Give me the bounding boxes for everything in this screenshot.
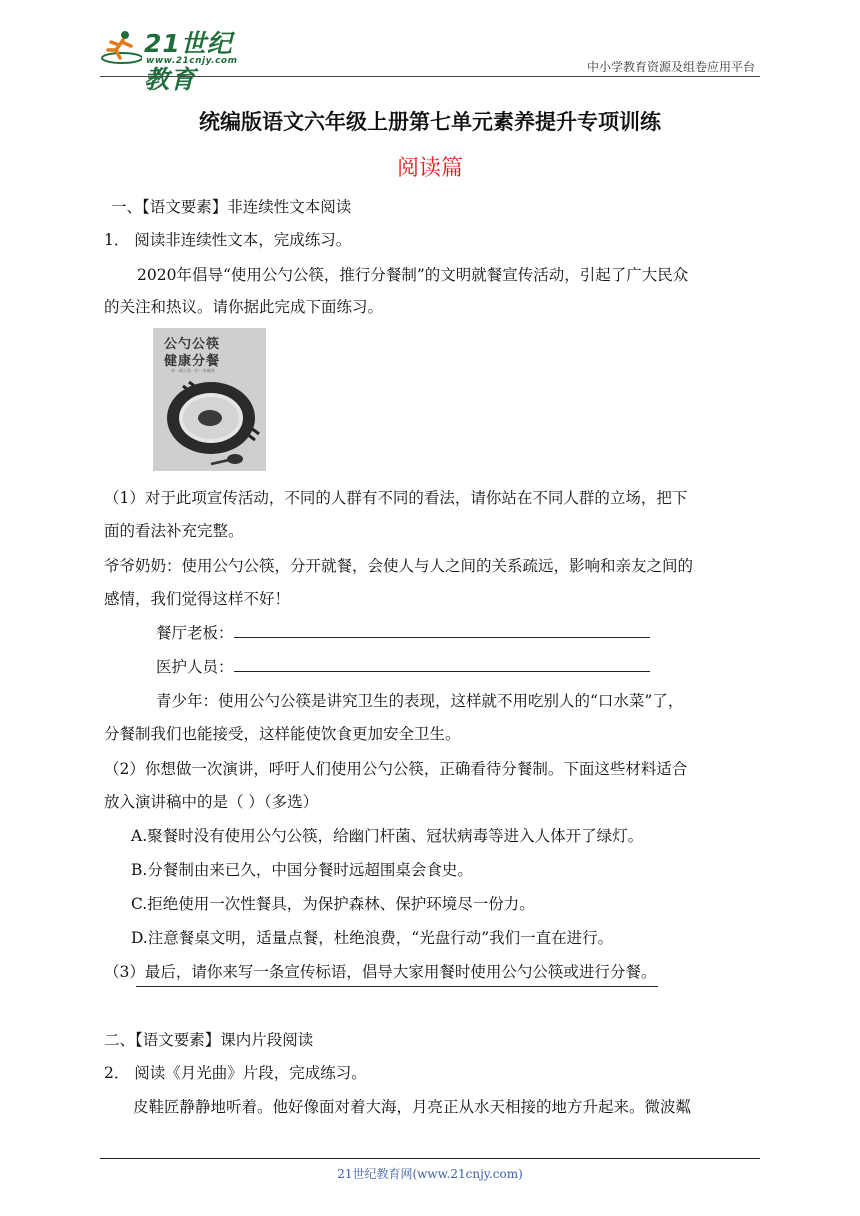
poster-image xyxy=(153,328,266,471)
passage-line-1: 皮鞋匠静静地听着。他好像面对着大海，月亮正从水天相接的地方升起来。微波粼 xyxy=(133,1098,692,1116)
footer-text: 21世纪教育网(www.21cnjy.com) xyxy=(337,1167,523,1181)
plate-chopsticks-icon xyxy=(153,328,266,471)
section1-heading: 一、【语文要素】非连续性文本阅读 xyxy=(111,198,352,216)
option-b: B.分餐制由来已久，中国分餐时远超围桌会食史。 xyxy=(131,861,473,879)
question-2: 2． 阅读《月光曲》片段，完成练习。 xyxy=(104,1064,367,1082)
restaurant-answer-blank[interactable] xyxy=(234,623,650,638)
restaurant-label: 餐厅老板： xyxy=(156,624,234,642)
logo xyxy=(98,22,258,94)
header-divider xyxy=(100,76,760,77)
option-a: A.聚餐时没有使用公勺公筷，给幽门杆菌、冠状病毒等进入人体开了绿灯。 xyxy=(131,827,644,845)
footer-divider xyxy=(100,1158,760,1159)
runner-logo-icon xyxy=(98,28,142,68)
logo-url: www.21cnjy.com xyxy=(146,56,238,66)
medical-label: 医护人员： xyxy=(156,658,234,676)
option-d: D.注意餐桌文明，适量点餐，杜绝浪费，“光盘行动”我们一直在进行。 xyxy=(131,929,614,947)
part3-line: （3）最后，请你来写一条宣传标语，倡导大家用餐时使用公勺公筷或进行分餐。 xyxy=(104,963,657,981)
part2-line-1: （2）你想做一次演讲，呼吁人们使用公勺公筷，正确看待分餐制。下面这些材料适合 xyxy=(104,760,688,778)
grandparents-line-2: 感情，我们觉得这样不好！ xyxy=(104,590,291,608)
youth-line-1: 青少年：使用公勺公筷是讲究卫生的表现，这样就不用吃别人的“口水菜”了， xyxy=(156,692,684,710)
medical-answer-blank[interactable] xyxy=(234,657,650,672)
part1-line-1: （1）对于此项宣传活动，不同的人群有不同的看法，请你站在不同人群的立场，把下 xyxy=(104,489,688,507)
option-c: C.拒绝使用一次性餐具，为保护森林、保护环境尽一份力。 xyxy=(131,895,535,913)
poster-small-text: 拿一副公筷 · 护一家健康 xyxy=(171,368,215,373)
poster-title-1: 公勺公筷 xyxy=(164,337,221,352)
header-platform-text: 中小学教育资源及组卷应用平台 xyxy=(586,60,755,74)
grandparents-line-1: 爷爷奶奶：使用公勺公筷，分开就餐，会使人与人之间的关系疏远，影响和亲友之间的 xyxy=(104,557,694,575)
page-title: 统编版语文六年级上册第七单元素养提升专项训练 xyxy=(199,109,661,134)
medical-answer-row xyxy=(156,657,650,677)
section2-heading: 二、【语文要素】课内片段阅读 xyxy=(104,1031,314,1049)
page-subtitle: 阅读篇 xyxy=(396,156,463,181)
part1-line-2: 面的看法补充完整。 xyxy=(104,522,244,540)
logo-text: 21世纪教育 xyxy=(144,29,233,94)
part2-line-2: 放入演讲稿中的是（ ）（多选） xyxy=(104,793,319,811)
intro-line-1: 2020年倡导“使用公勺公筷，推行分餐制”的文明就餐宣传活动，引起了广大民众 xyxy=(137,266,689,284)
intro-line-2: 的关注和热议。请你据此完成下面练习。 xyxy=(104,298,384,316)
poster-title-2: 健康分餐 xyxy=(164,354,221,369)
restaurant-answer-row xyxy=(156,623,650,643)
youth-line-2: 分餐制我们也能接受，这样能使饮食更加安全卫生。 xyxy=(104,725,461,743)
question-1: 1． 阅读非连续性文本，完成练习。 xyxy=(104,231,352,249)
slogan-answer-blank[interactable] xyxy=(136,986,658,987)
